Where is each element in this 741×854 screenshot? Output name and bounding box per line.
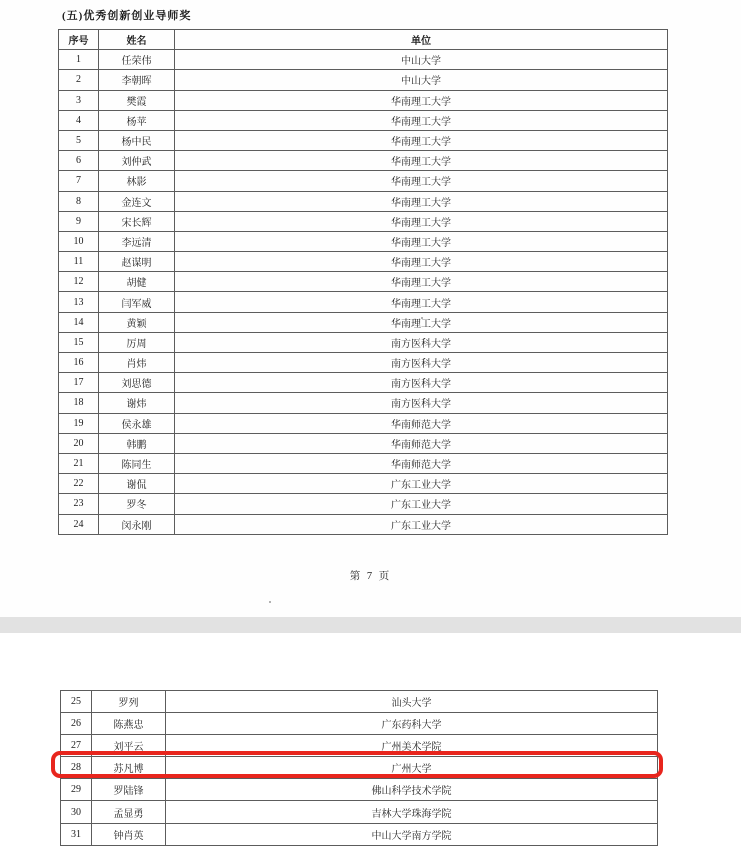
row-number-cell: 8 xyxy=(59,191,99,211)
row-number-cell: 16 xyxy=(59,353,99,373)
header-organization: 单位 xyxy=(175,30,668,50)
table-row xyxy=(61,713,658,735)
name-cell: 孟显勇 xyxy=(92,801,166,823)
row-number-cell: 30 xyxy=(61,801,92,823)
row-number-cell: 12 xyxy=(59,272,99,292)
row-number-cell: 27 xyxy=(61,735,92,757)
name-cell: 厉周 xyxy=(99,332,175,352)
name-cell: 罗陆锋 xyxy=(92,779,166,801)
organization-cell: 广东工业大学 xyxy=(175,474,668,494)
scan-speck xyxy=(269,601,271,603)
row-number-cell: 1 xyxy=(59,50,99,70)
organization-cell: 广东工业大学 xyxy=(175,514,668,534)
organization-cell: 广东工业大学 xyxy=(175,494,668,514)
table-row xyxy=(59,453,668,473)
organization-cell: 广州大学 xyxy=(166,757,658,779)
table-row xyxy=(59,514,668,534)
table-row xyxy=(59,353,668,373)
organization-cell: 华南理工大学 xyxy=(175,211,668,231)
row-number-cell: 24 xyxy=(59,514,99,534)
organization-cell: 华南理工大学 xyxy=(175,292,668,312)
table-row xyxy=(59,373,668,393)
table-row xyxy=(59,393,668,413)
table-row xyxy=(59,494,668,514)
page-number-footer: 第 7 页 xyxy=(349,571,392,582)
row-number-cell: 11 xyxy=(59,252,99,272)
table-row xyxy=(59,70,668,90)
award-table-page1 xyxy=(58,29,668,535)
table-row xyxy=(59,90,668,110)
row-number-cell: 23 xyxy=(59,494,99,514)
row-number-cell: 22 xyxy=(59,474,99,494)
row-number-cell: 4 xyxy=(59,110,99,130)
name-cell: 闵永刚 xyxy=(99,514,175,534)
organization-cell: 广东药科大学 xyxy=(166,713,658,735)
row-number-cell: 7 xyxy=(59,171,99,191)
name-cell: 谢侃 xyxy=(99,474,175,494)
table-row xyxy=(61,757,658,779)
organization-cell: 华南理工大学 xyxy=(175,90,668,110)
table-row xyxy=(59,211,668,231)
name-cell: 陈同生 xyxy=(99,453,175,473)
row-number-cell: 5 xyxy=(59,130,99,150)
row-number-cell: 28 xyxy=(61,757,92,779)
row-number-cell: 9 xyxy=(59,211,99,231)
row-number-cell: 26 xyxy=(61,713,92,735)
organization-cell: 中山大学 xyxy=(175,70,668,90)
table-row xyxy=(59,474,668,494)
name-cell: 胡健 xyxy=(99,272,175,292)
row-number-cell: 18 xyxy=(59,393,99,413)
name-cell: 谢炜 xyxy=(99,393,175,413)
organization-cell: 华南理工大学 xyxy=(175,252,668,272)
organization-cell: 华南师范大学 xyxy=(175,433,668,453)
name-cell: 罗冬 xyxy=(99,494,175,514)
organization-cell: 南方医科大学 xyxy=(175,332,668,352)
row-number-cell: 13 xyxy=(59,292,99,312)
row-number-cell: 14 xyxy=(59,312,99,332)
organization-cell: 佛山科学技术学院 xyxy=(166,779,658,801)
name-cell: 李朝晖 xyxy=(99,70,175,90)
name-cell: 钟肖英 xyxy=(92,823,166,845)
table-row xyxy=(59,252,668,272)
header-name: 姓名 xyxy=(99,30,175,50)
row-number-cell: 19 xyxy=(59,413,99,433)
name-cell: 陈燕忠 xyxy=(92,713,166,735)
table-row xyxy=(59,292,668,312)
name-cell: 任荣伟 xyxy=(99,50,175,70)
name-cell: 刘仲武 xyxy=(99,151,175,171)
table-row xyxy=(61,691,658,713)
table-body-page2 xyxy=(61,691,658,846)
organization-cell: 汕头大学 xyxy=(166,691,658,713)
organization-cell: 华南理工大学 xyxy=(175,191,668,211)
table-row xyxy=(59,332,668,352)
page-separator-band xyxy=(0,617,741,633)
table-row xyxy=(59,151,668,171)
table-row xyxy=(59,272,668,292)
organization-cell: 华南理工大学 xyxy=(175,151,668,171)
row-number-cell: 17 xyxy=(59,373,99,393)
organization-cell: 广州美术学院 xyxy=(166,735,658,757)
table-row xyxy=(59,413,668,433)
table-row xyxy=(61,823,658,845)
organization-cell: 南方医科大学 xyxy=(175,353,668,373)
organization-cell: 华南理工大学 xyxy=(175,272,668,292)
organization-cell: 华南理工大学 xyxy=(175,312,668,332)
name-cell: 金连文 xyxy=(99,191,175,211)
row-number-cell: 29 xyxy=(61,779,92,801)
organization-cell: 华南理工大学 xyxy=(175,171,668,191)
award-table-page2 xyxy=(60,690,658,846)
table-header-row xyxy=(59,30,668,50)
table-row xyxy=(59,110,668,130)
name-cell: 闫军威 xyxy=(99,292,175,312)
organization-cell: 中山大学 xyxy=(175,50,668,70)
table-row xyxy=(59,171,668,191)
table-row xyxy=(61,779,658,801)
name-cell: 李远清 xyxy=(99,231,175,251)
row-number-cell: 6 xyxy=(59,151,99,171)
name-cell: 黄颖 xyxy=(99,312,175,332)
name-cell: 韩鹏 xyxy=(99,433,175,453)
row-number-cell: 21 xyxy=(59,453,99,473)
table-row xyxy=(59,50,668,70)
row-number-cell: 3 xyxy=(59,90,99,110)
name-cell: 宋长辉 xyxy=(99,211,175,231)
row-number-cell: 10 xyxy=(59,231,99,251)
section-title: (五)优秀创新创业导师奖 xyxy=(62,10,192,22)
table-row xyxy=(59,312,668,332)
organization-cell: 华南师范大学 xyxy=(175,453,668,473)
row-number-cell: 31 xyxy=(61,823,92,845)
table-row xyxy=(59,130,668,150)
name-cell: 肖炜 xyxy=(99,353,175,373)
name-cell: 侯永雄 xyxy=(99,413,175,433)
name-cell: 苏凡博 xyxy=(92,757,166,779)
row-number-cell: 25 xyxy=(61,691,92,713)
scanned-page-2 xyxy=(0,633,741,854)
organization-cell: 华南理工大学 xyxy=(175,110,668,130)
scan-speck xyxy=(421,317,423,319)
row-number-cell: 2 xyxy=(59,70,99,90)
table-body-page1 xyxy=(59,50,668,535)
table-row xyxy=(59,231,668,251)
organization-cell: 华南理工大学 xyxy=(175,130,668,150)
table-row xyxy=(59,191,668,211)
name-cell: 刘思德 xyxy=(99,373,175,393)
table-row xyxy=(59,433,668,453)
organization-cell: 中山大学南方学院 xyxy=(166,823,658,845)
name-cell: 杨中民 xyxy=(99,130,175,150)
row-number-cell: 20 xyxy=(59,433,99,453)
organization-cell: 南方医科大学 xyxy=(175,373,668,393)
table-row xyxy=(61,801,658,823)
organization-cell: 华南师范大学 xyxy=(175,413,668,433)
header-number: 序号 xyxy=(59,30,99,50)
name-cell: 樊霞 xyxy=(99,90,175,110)
organization-cell: 吉林大学珠海学院 xyxy=(166,801,658,823)
organization-cell: 南方医科大学 xyxy=(175,393,668,413)
row-number-cell: 15 xyxy=(59,332,99,352)
table-row xyxy=(61,735,658,757)
organization-cell: 华南理工大学 xyxy=(175,231,668,251)
name-cell: 杨苹 xyxy=(99,110,175,130)
name-cell: 刘平云 xyxy=(92,735,166,757)
name-cell: 林影 xyxy=(99,171,175,191)
name-cell: 罗列 xyxy=(92,691,166,713)
name-cell: 赵谋明 xyxy=(99,252,175,272)
